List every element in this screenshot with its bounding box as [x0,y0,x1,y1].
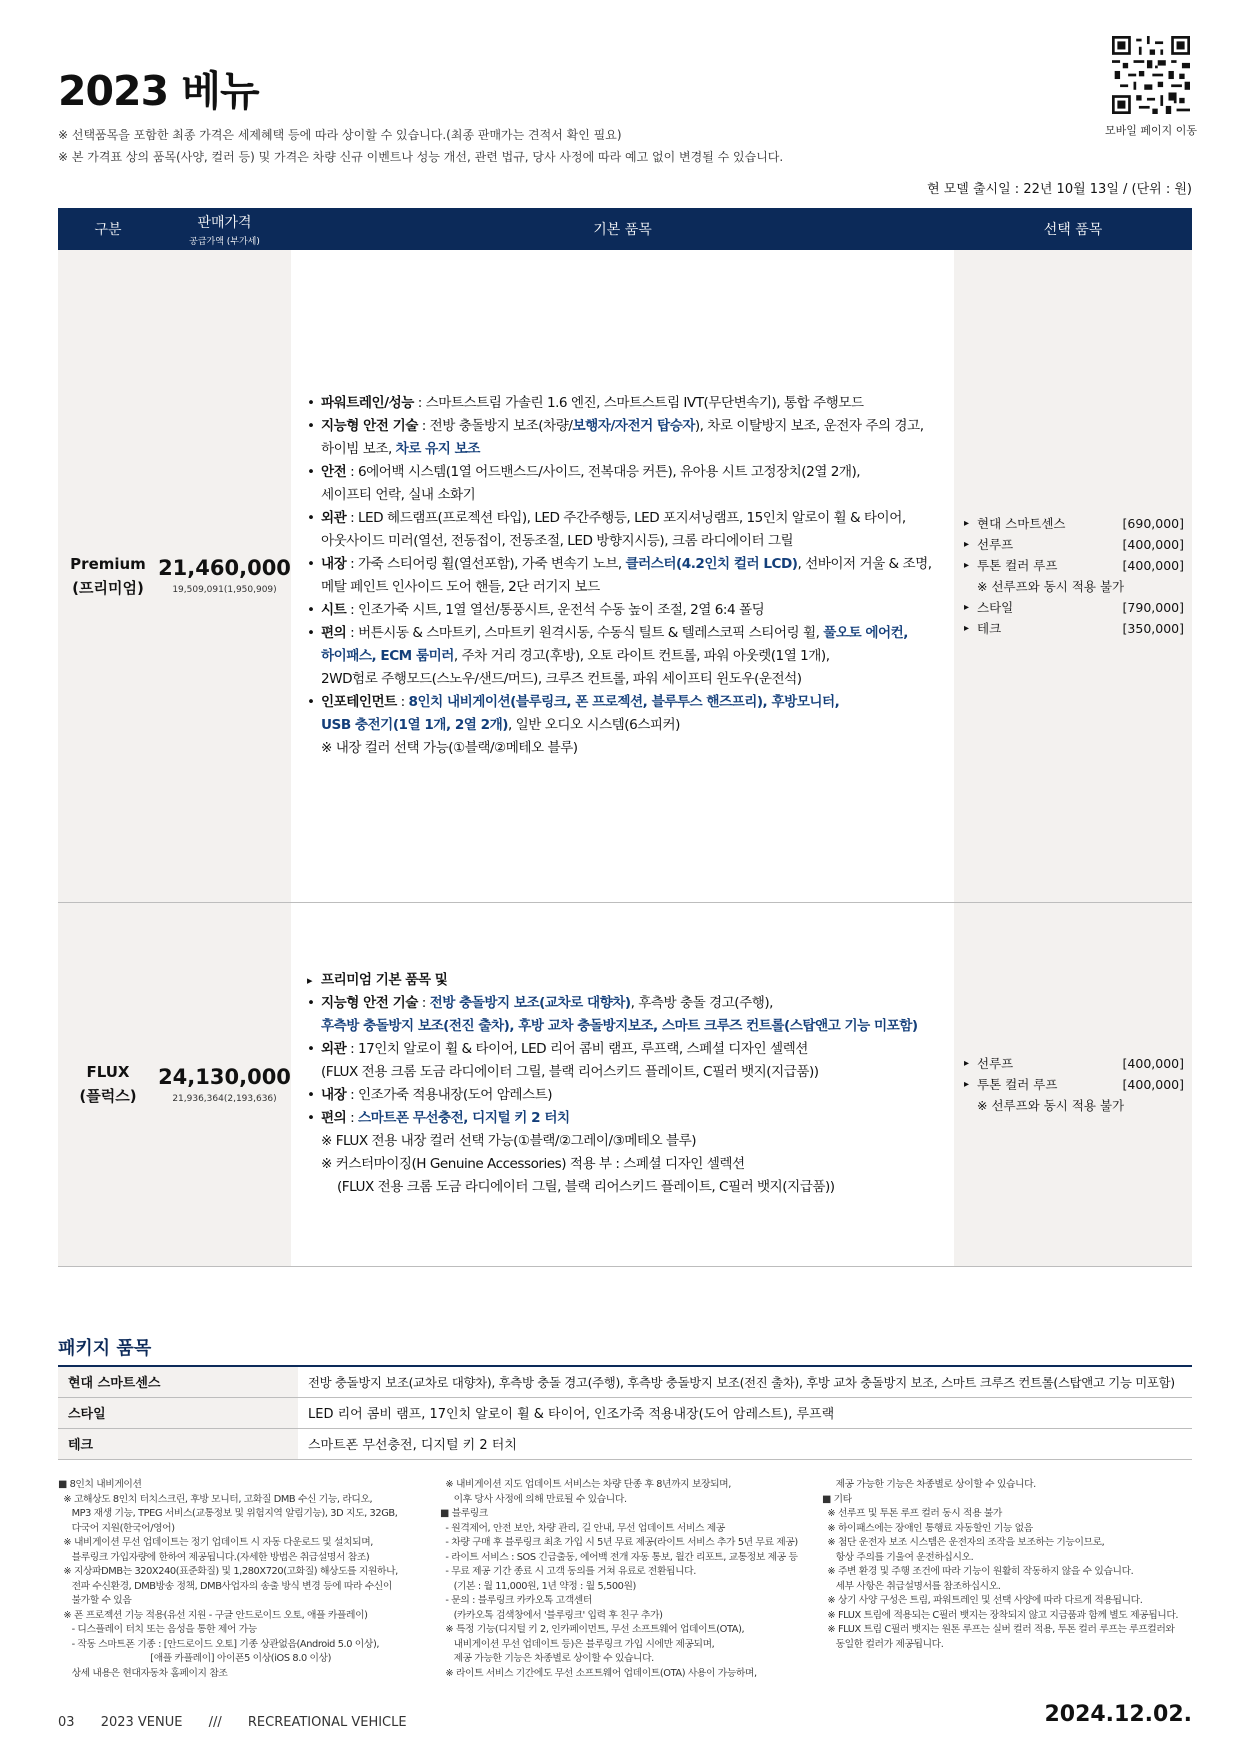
list-item: • 내장 : 인조가죽 적용내장(도어 암레스트) [307,1084,942,1107]
list-item: • 안전 : 6에어백 시스템(1열 어드밴스드/사이드, 전복대응 커튼), 유아용 시트 고정장치(2열 2개), [307,461,942,484]
footer [58,1715,429,1730]
footnote-line: ※ FLUX 트림 C필러 뱃지는 원톤 루프는 실버 컬러 적용, 투톤 컬러 루프는 루프컬러와 [822,1624,1175,1635]
footnote-line: - 차량 구매 후 블루링크 최초 가입 시 5년 무료 제공(라이트 서비스 추가 5년 무료 제공) [440,1537,798,1548]
list-item: • 편의 : 버튼시동 & 스마트키, 스마트키 원격시동, 수동식 틸트 & 텔레스코픽 스티어링 휠, 풀오토 에어컨, [307,622,942,645]
list-item: • 내장 : 가죽 스티어링 휠(열선포함), 가죽 변속기 노브, 클러스터(4.2인치 컬러 LCD), 선바이저 거울 & 조명, [307,553,942,576]
footnote-line: (기본 : 월 11,000원, 1년 약정 : 월 5,500원) [440,1580,636,1592]
footnote-line: - 원격제어, 안전 보안, 차량 관리, 길 안내, 무선 업데이트 서비스 제공 [440,1522,725,1534]
page-number: 03 [58,1715,75,1730]
footnote-line: ※ 주변 환경 및 주행 조건에 따라 기능이 원활히 작동하지 않을 수 있습니다. [822,1566,1134,1577]
footnotes-col-2 [440,1478,820,1681]
list-item: USB 충전기(1열 1개, 2열 2개), 일반 오디오 시스템(6스피커) [321,716,680,733]
list-item: ※ 내장 컬러 선택 가능(①블랙/②메테오 블루) [321,739,578,756]
footnote-line: 다국어 지원(한국어/영어) [58,1522,175,1534]
option-list [954,513,1192,639]
option-items [954,902,1192,1266]
header-options: 선택 품목 [954,208,1192,250]
basic-items [291,902,954,1266]
list-item: • 편의 : 스마트폰 무선충전, 디지털 키 2 터치 [307,1107,942,1130]
list-item: • 지능형 안전 기술 : 전방 충돌방지 보조(교차로 대향차), 후측방 충돌 경고(주행), [307,992,942,1015]
trim-price [158,902,291,1266]
footnotes-col-3 [822,1478,1202,1652]
list-item: 메탈 페인트 인사이드 도어 핸들, 2단 러기지 보드 [321,578,600,595]
header-price-sub: 공급가액 (부가세) [189,236,260,247]
package-table [58,1365,1192,1460]
trim-price [158,250,291,902]
release-info: 현 모델 출시일 : 22년 10월 13일 / (단위 : 원) [927,182,1192,197]
footer-category: RECREATIONAL VEHICLE [247,1715,407,1730]
option-item: ▸ 스타일 [790,000] [964,597,1184,618]
table-row [58,1397,1192,1428]
footnote-line: ※ 선루프 및 투톤 루프 컬러 동시 적용 불가 [822,1508,1002,1519]
header-note: ※ 선택품목을 포함한 최종 가격은 세제혜택 등에 따라 상이할 수 있습니다.(최종 판매가는 견적서 확인 필요) [58,128,622,142]
trim-name-en: Premium [70,554,146,573]
basic-list [291,392,954,760]
table-row [58,1428,1192,1459]
footnote-line: ※ 상기 사양 구성은 트림, 파워트레인 및 선택 사양에 따라 다르게 적용됩니다. [822,1595,1143,1606]
price-table [58,208,1192,1267]
option-item: ▸ 테크 [350,000] [964,618,1184,639]
trim-row-flux [58,902,1192,1266]
option-item: ▸ 선루프 [400,000] [964,534,1184,555]
list-item: • 시트 : 인조가죽 시트, 1열 열선/통풍시트, 운전석 수동 높이 조절, 2열 6:4 폴딩 [307,599,942,622]
list-item: 세이프티 언락, 실내 소화기 [321,486,476,503]
list-item: • 지능형 안전 기술 : 전방 충돌방지 보조(차량/보행자/자전거 탑승자), 차로 이탈방지 보조, 운전자 주의 경고, [307,415,942,438]
package-desc: 전방 충돌방지 보조(교차로 대향차), 후측방 충돌 경고(주행), 후측방 충돌방지 보조(전진 출차), 후방 교차 충돌방지 보조, 스마트 크루즈 컨트롤(스탑앤고 기능 미포함) [298,1366,1192,1397]
footnote-line: ※ 지상파DMB는 320X240(표준화질) 및 1,280X720(고화질) 해상도를 지원하나, [58,1566,398,1577]
footnote-line: - 라이트 서비스 : SOS 긴급출동, 에어백 전개 자동 통보, 월간 리포트, 교통정보 제공 등 [440,1551,798,1563]
footer-separator: /// [208,1715,222,1730]
footnote-line: 제공 가능한 기능은 차종별로 상이할 수 있습니다. [440,1653,654,1664]
table-row [58,1366,1192,1397]
qr-code-icon[interactable] [1112,36,1190,114]
option-note: ※ 선루프와 동시 적용 불가 [977,1097,1125,1113]
header-price-label: 판매가격 [197,214,252,231]
option-item: ▸ 선루프 [400,000] [964,1053,1184,1074]
list-item: 2WD험로 주행모드(스노우/샌드/머드), 크루즈 컨트롤, 파워 세이프티 윈도우(운전석) [321,670,802,687]
footnote-line: - 무료 제공 기간 종료 시 고객 동의를 거쳐 유료로 전환됩니다. [440,1566,696,1577]
footnote-line: - 디스플레이 터치 또는 음성을 통한 제어 가능 [58,1624,257,1635]
list-item: ▸ 프리미엄 기본 품목 및 [307,969,942,992]
footer-model: 2023 VENUE [100,1715,183,1730]
trim-name-ko: (플럭스) [79,1087,137,1105]
footnote-line: 불가할 수 있음 [58,1595,132,1606]
package-desc: 스마트폰 무선충전, 디지털 키 2 터치 [298,1428,1192,1459]
footnote-line: - 문의 : 블루링크 카카오톡 고객센터 [440,1595,592,1606]
list-item: 하이패스, ECM 룸미러, 주차 거리 경고(후방), 오토 라이트 컨트롤, 파워 아웃렛(1열 1개), [321,647,830,664]
option-note: ※ 선루프와 동시 적용 불가 [977,578,1125,594]
footnote-line: ※ 하이패스에는 장애인 통행료 자동할인 기능 없음 [822,1522,1033,1534]
footnote-line: (카카오톡 검색창에서 '블루링크' 입력 후 친구 추가) [440,1609,663,1621]
list-item: 후측방 충돌방지 보조(전진 출차), 후방 교차 충돌방지보조, 스마트 크루즈 컨트롤(스탑앤고 기능 미포함) [321,1018,918,1034]
footnote-line: 블루링크 가입자량에 한하여 제공됩니다.(자세한 방법은 취급설명서 참조) [58,1551,370,1563]
footnote-line: 상세 내용은 현대자동차 홈페이지 참조 [58,1667,228,1679]
footnote-line: 동일한 컬러가 제공됩니다. [822,1638,944,1650]
list-item: ※ FLUX 전용 내장 컬러 선택 가능(①블랙/②그레이/③메테오 블루) [321,1133,697,1149]
list-item: 아웃사이드 미러(열선, 전동접이, 전동조절, LED 방향지시등), 크롬 라디에이터 그릴 [321,532,794,549]
list-item: (FLUX 전용 크롬 도금 라디에이터 그릴, 블랙 리어스키드 플레이트, C필러 뱃지(지급품)) [337,1179,835,1195]
trim-row-premium [58,250,1192,902]
footnote-line: ※ FLUX 트림에 적용되는 C필러 뱃지는 장착되지 않고 지급품과 함께 별도 제공됩니다. [822,1609,1179,1621]
list-item: ※ 커스터마이징(H Genuine Accessories) 적용 부 : 스페셜 디자인 셀렉션 [321,1156,745,1172]
option-item: ▸ 투톤 컬러 루프 [400,000] [964,555,1184,576]
publish-date: 2024.12.02. [1044,1702,1192,1727]
footnote-line: 항상 주의를 기울여 운전하십시오. [822,1551,974,1563]
footnote-line: ※ 내비게이션 무선 업데이트는 정기 업데이트 시 자동 다운로드 및 설치되며, [58,1537,374,1548]
basic-items [291,250,954,902]
package-name: 테크 [58,1428,298,1459]
footnote-line: 전파 수신환경, DMB방송 정책, DMB사업자의 송출 방식 변경 등에 따라 수신이 [58,1580,392,1592]
page-title: 2023 베뉴 [58,67,259,115]
header-note: ※ 본 가격표 상의 품목(사양, 컬러 등) 및 가격은 차량 신규 이벤트나 성능 개선, 관련 법규, 당사 사정에 따라 예고 없이 변경될 수 있습니다. [58,150,784,164]
option-items [954,250,1192,902]
list-item: (FLUX 전용 크롬 도금 라디에이터 그릴, 블랙 리어스키드 플레이트, C필러 뱃지(지급품)) [321,1064,819,1080]
footnote-line: ※ 라이트 서비스 기간에도 무선 소프트웨어 업데이트(OTA) 사용이 가능하며, [440,1667,757,1679]
price-sub-value: 21,936,364(2,193,636) [172,1093,277,1104]
list-item: • 파워트레인/성능 : 스마트스트림 가솔린 1.6 엔진, 스마트스트림 IVT(무단변속기), 통합 주행모드 [307,392,942,415]
footnote-line: 세부 사항은 취급설명서를 참조하십시오. [822,1580,1001,1592]
package-desc: LED 리어 콤비 램프, 17인치 알로이 휠 & 타이어, 인조가죽 적용내장(도어 암레스트), 루프랙 [298,1397,1192,1428]
footnote-line: ※ 폰 프로젝션 기능 적용(유선 지원 - 구글 안드로이드 오토, 애플 카플레이) [58,1609,368,1621]
package-name: 스타일 [58,1397,298,1428]
footnote-line: 이후 당사 사정에 의해 만료될 수 있습니다. [440,1493,627,1505]
footnote-line: 제공 가능한 기능은 차종별로 상이할 수 있습니다. [822,1479,1036,1490]
list-item: • 외관 : LED 헤드램프(프로젝션 타입), LED 주간주행등, LED 포지셔닝램프, 15인치 알로이 휠 & 타이어, [307,507,942,530]
footnote-line: [애플 카플레이] 아이폰5 이상(iOS 8.0 이상) [58,1653,332,1664]
list-item: • 인포테인먼트 : 8인치 내비게이션(블루링크, 폰 프로젝션, 블루투스 핸즈프리), 후방모니터, [307,691,942,714]
footnotes-col-1 [58,1478,438,1681]
qr-label: 모바일 페이지 이동 [1104,124,1197,137]
trim-name [58,250,158,902]
trim-name [58,902,158,1266]
footnote-line: - 작동 스마트폰 기종 : [안드로이드 오토] 기종 상관없음(Android 5.0 이상), [58,1638,380,1650]
package-name: 현대 스마트센스 [58,1366,298,1397]
footnote-line: ※ 고해상도 8인치 터치스크린, 후방 모니터, 고화질 DMB 수신 기능, 라디오, [58,1493,373,1505]
footnote-line: 내비게이션 무선 업데이트 등)은 블루링크 가입 시에만 제공되며, [440,1638,715,1650]
footnote-line: MP3 재생 기능, TPEG 서비스(교통정보 및 위험지역 알림기능), 3D 지도, 32GB, [58,1508,398,1519]
trim-name-ko: (프리미엄) [72,578,144,597]
price-sub-value: 19,509,091(1,950,909) [172,585,277,596]
option-item: ▸ 투톤 컬러 루프 [400,000] [964,1074,1184,1095]
footnote-line: ■ 8인치 내비게이션 [58,1479,142,1490]
option-list [954,1053,1192,1116]
footnote-line: ■ 기타 [822,1493,852,1505]
header-basic: 기본 품목 [291,208,954,250]
header-price [158,208,291,250]
header-category: 구분 [58,208,158,250]
price-value: 24,130,000 [158,1064,291,1089]
list-item: 하이빔 보조, 차로 유지 보조 [321,440,480,457]
footnote-line: ※ 내비게이션 지도 업데이트 서비스는 차량 단종 후 8년까지 보장되며, [440,1479,731,1490]
package-section-title: 패키지 품목 [58,1338,152,1359]
price-value: 21,460,000 [158,556,291,581]
list-item: • 외관 : 17인치 알로이 휠 & 타이어, LED 리어 콤비 램프, 루프랙, 스페셜 디자인 셀렉션 [307,1038,942,1061]
footnote-line: ※ 첨단 운전자 보조 시스템은 운전자의 조작을 보조하는 기능이므로, [822,1537,1105,1548]
footnote-line: ■ 블루링크 [440,1508,488,1519]
header-notes [58,124,783,168]
footnote-line: ※ 특정 기능(디지털 키 2, 인카페이먼트, 무선 소프트웨어 업데이트(OTA), [440,1624,745,1635]
trim-name-en: FLUX [86,1063,130,1081]
option-item: ▸ 현대 스마트센스 [690,000] [964,513,1184,534]
basic-list [291,969,954,1199]
